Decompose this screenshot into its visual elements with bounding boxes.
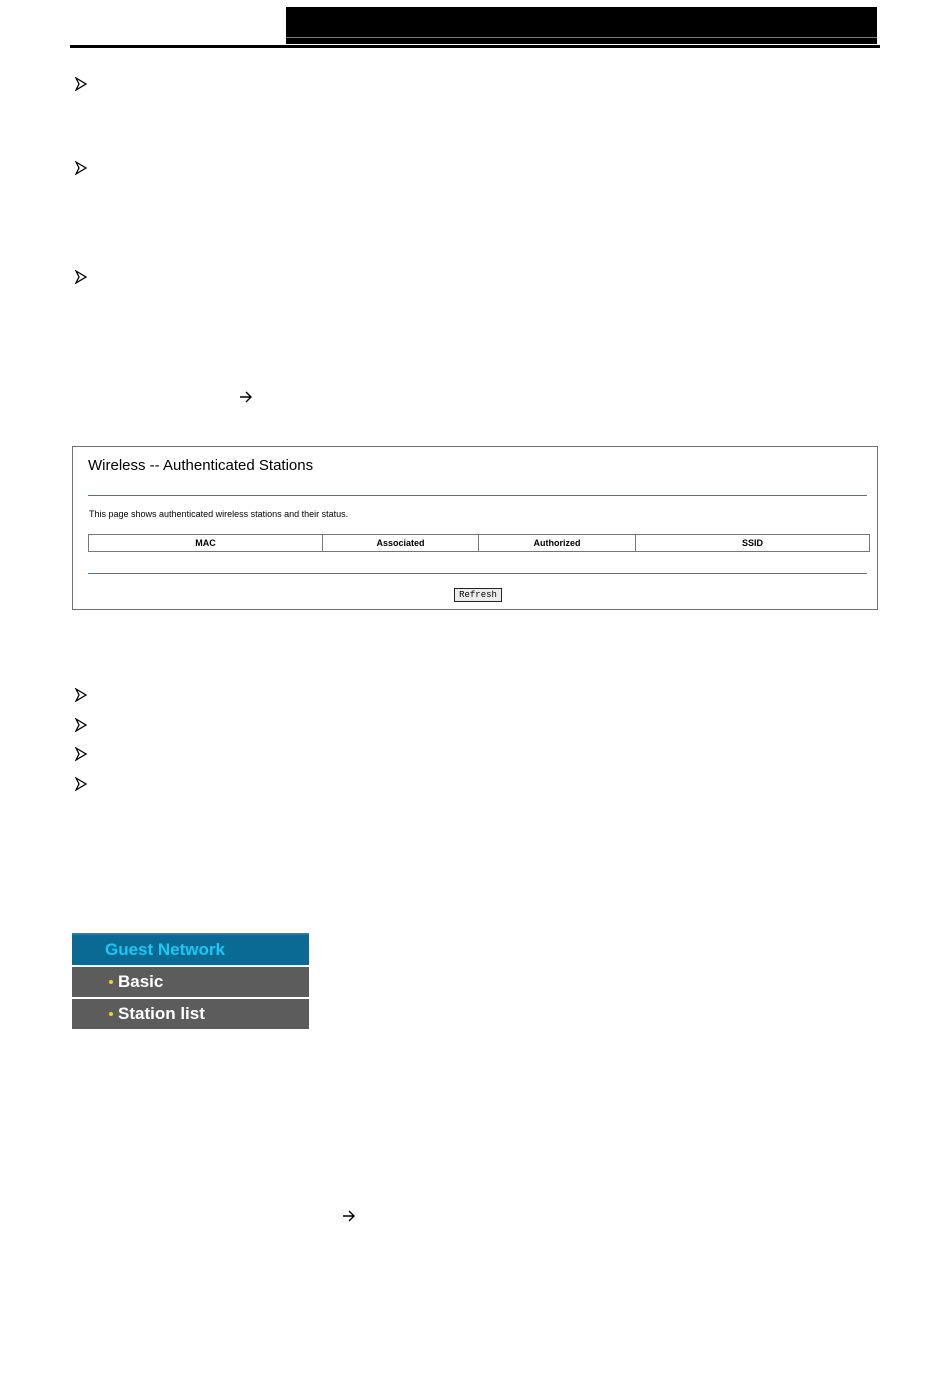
menu-item-basic[interactable] [72, 967, 309, 997]
bullet-arrow-icon [74, 688, 88, 702]
column-header-ssid: SSID [636, 535, 870, 552]
header-stripe [286, 37, 877, 38]
header-rule [70, 45, 880, 48]
page-header-bar [286, 7, 877, 44]
panel-title: Wireless -- Authenticated Stations [88, 457, 314, 474]
table-header-row [89, 535, 870, 552]
authenticated-stations-panel [72, 446, 878, 610]
bullet-arrow-icon [74, 777, 88, 791]
refresh-button[interactable]: Refresh [454, 588, 502, 602]
bullet-dot-icon [109, 980, 113, 984]
station-table [88, 534, 870, 552]
panel-divider [88, 573, 867, 574]
menu-header-label: Guest Network [105, 940, 225, 959]
bullet-arrow-icon [74, 161, 88, 175]
menu-item-station-list[interactable] [72, 999, 309, 1029]
menu-item-label: Basic [118, 972, 164, 991]
column-header-associated: Associated [323, 535, 479, 552]
panel-description: This page shows authenticated wireless stations and their status. [89, 509, 349, 519]
right-arrow-icon [341, 1209, 357, 1223]
column-header-authorized: Authorized [479, 535, 636, 552]
bullet-arrow-icon [74, 747, 88, 761]
menu-guest-network[interactable] [72, 933, 309, 965]
panel-divider [88, 495, 867, 496]
bullet-arrow-icon [74, 77, 88, 91]
bullet-arrow-icon [74, 270, 88, 284]
menu-item-label: Station list [118, 1004, 205, 1023]
bullet-arrow-icon [74, 718, 88, 732]
right-arrow-icon [238, 390, 254, 404]
column-header-mac: MAC [89, 535, 323, 552]
bullet-dot-icon [109, 1012, 113, 1016]
guest-network-menu [72, 933, 309, 1030]
